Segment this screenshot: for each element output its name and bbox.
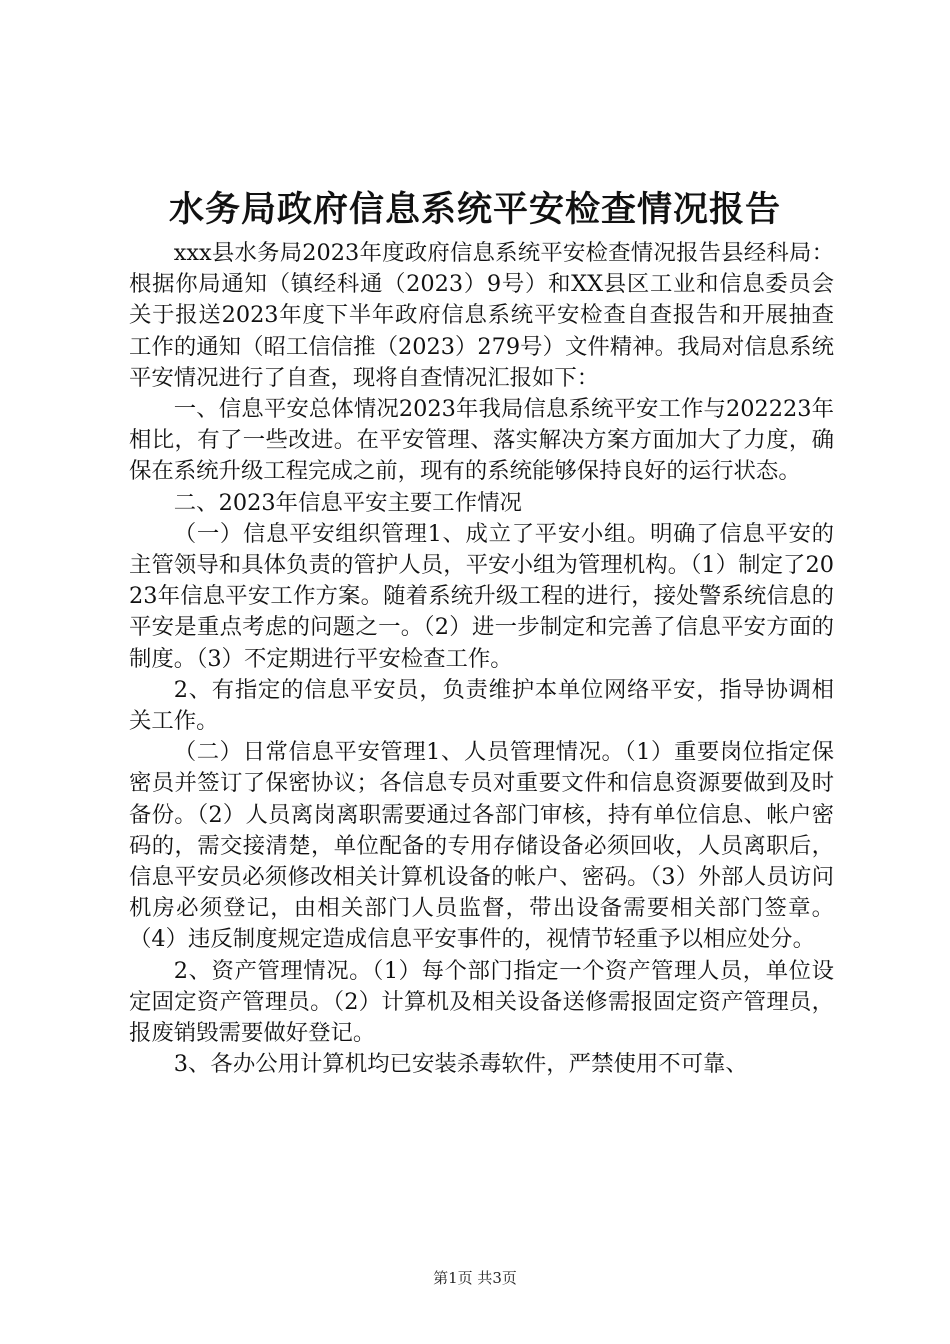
paragraph-asset-management: 2、资产管理情况。（1）每个部门指定一个资产管理人员，单位设定固定资产管理员。（2）计算机及相关设备送修需报固定资产管理员，报废销毁需要做好登记。 xyxy=(129,957,834,1047)
document-title: 水务局政府信息系统平安检查情况报告 xyxy=(168,189,781,230)
paragraph-security-officer: 2、有指定的信息平安员，负责维护本单位网络平安，指导协调相关工作。 xyxy=(129,676,834,735)
document-body xyxy=(129,238,834,1080)
paragraph-section-1: 一、信息平安总体情况2023年我局信息系统平安工作与202223年相比，有了一些改进。在平安管理、落实解决方案方面加大了力度，确保在系统升级工程完成之前，现有的系统能够保持良好的运行状态。 xyxy=(129,396,834,485)
paragraph-org-management: （一）信息平安组织管理1、成立了平安小组。明确了信息平安的主管领导和具体负责的管护人员，平安小组为管理机构。（1）制定了2023年信息平安工作方案。随着系统升级工程的进行，接处警系统信息的平安是重点考虑的问题之一。（2）进一步制定和完善了信息平安方面的制度。（3）不定期进行平安检查工作。 xyxy=(129,520,834,672)
paragraph-section-2-heading: 二、2023年信息平安主要工作情况 xyxy=(173,489,522,516)
paragraph-antivirus: 3、各办公用计算机均已安装杀毒软件，严禁使用不可靠、 xyxy=(173,1051,748,1078)
paragraph-daily-management: （二）日常信息平安管理1、人员管理情况。（1）重要岗位指定保密员并签订了保密协议；各信息专员对重要文件和信息资源要做到及时备份。（2）人员离岗离职需要通过各部门审核，持有单位信息、帐户密码的，需交接清楚，单位配备的专用存储设备必须回收，人员离职后，信息平安员必须修改相关计算机设备的帐户、密码。（3）外部人员访问机房必须登记，由相关部门人员监督，带出设备需要相关部门签章。（4）违反制度规定造成信息平安事件的，视情节轻重予以相应处分。 xyxy=(129,739,834,953)
paragraph-intro: xxx县水务局2023年度政府信息系统平安检查情况报告县经科局：根据你局通知（镇经科通（2023）9号）和XX县区工业和信息委员会关于报送2023年度下半年政府信息系统平安检查自查报告和开展抽查工作的通知（昭工信信推（2023）279号）文件精神。我局对信息系统平安情况进行了自查，现将自查情况汇报如下： xyxy=(129,240,834,391)
page-footer: 第1页 共3页 xyxy=(433,1269,517,1287)
